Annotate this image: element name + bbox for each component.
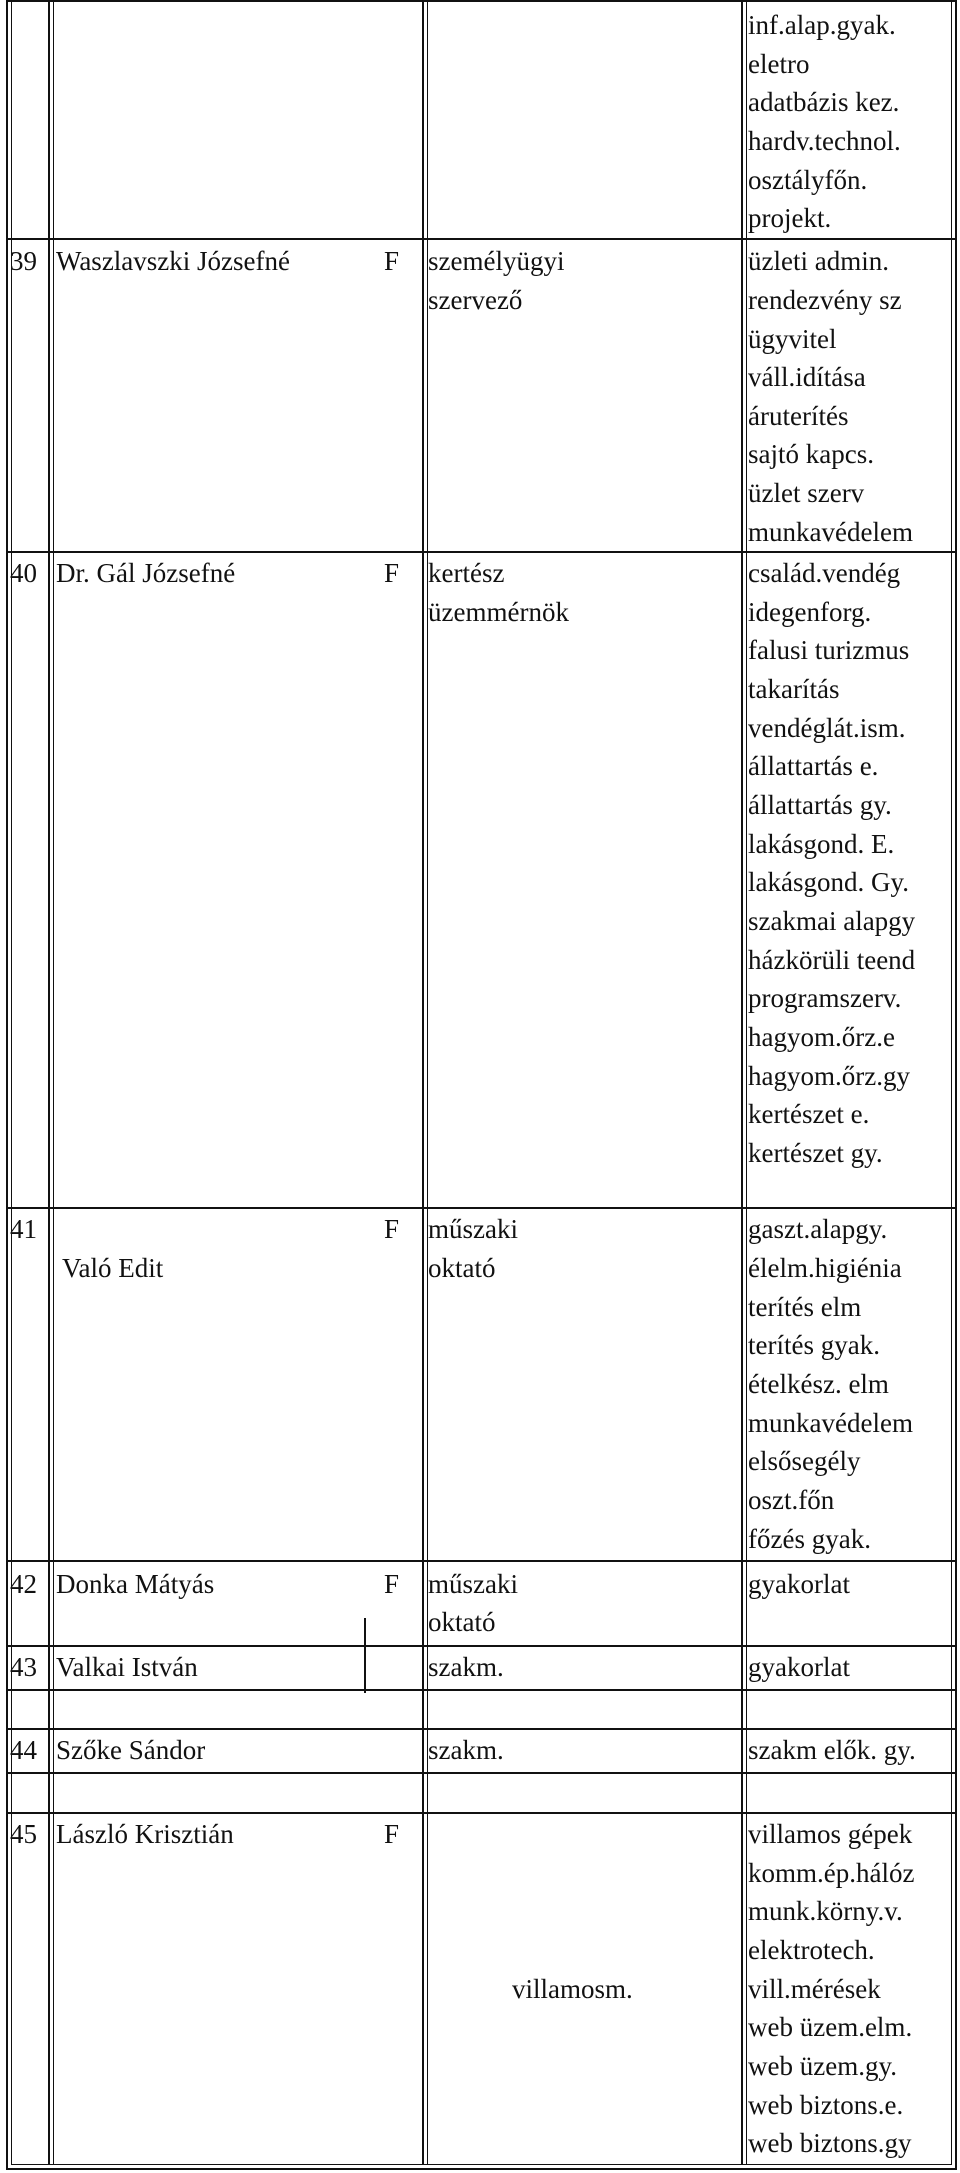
subject-cell: gyakorlat: [748, 1569, 850, 1599]
col-rule-gender: [422, 0, 424, 2165]
qualification-cell: személyügyi: [428, 246, 565, 276]
subject-cell: váll.idítása: [748, 362, 866, 392]
col-rule-name: [364, 1618, 366, 1693]
subject-cell: terítés gyak.: [748, 1330, 880, 1360]
row-rule-43: [6, 1645, 957, 1647]
subject-cell: hagyom.őrz.e: [748, 1022, 895, 1052]
subject-cell: gaszt.alapgy.: [748, 1214, 888, 1244]
subject-cell: projekt.: [748, 203, 832, 233]
subject-cell: oszt.főn: [748, 1485, 835, 1515]
gender-cell: F: [384, 246, 400, 276]
row-number: 44: [10, 1735, 37, 1765]
teacher-name: Waszlavszki Józsefné: [56, 246, 290, 276]
teacher-name: Dr. Gál Józsefné: [56, 558, 236, 588]
row-rule-43-sub: [6, 1689, 957, 1691]
gender-cell: F: [384, 1214, 400, 1244]
subject-cell: munkavédelem: [748, 517, 913, 547]
subject-cell: web üzem.elm.: [748, 2012, 913, 2042]
subject-cell: család.vendég: [748, 558, 901, 588]
col-rule-qual: [741, 0, 743, 2165]
subject-cell: falusi turizmus: [748, 635, 910, 665]
subject-cell: munkavédelem: [748, 1408, 913, 1438]
subject-cell: ételkész. elm: [748, 1369, 889, 1399]
qualification-cell: szakm.: [428, 1735, 504, 1765]
subject-cell: lakásgond. Gy.: [748, 867, 909, 897]
gender-cell: F: [384, 1819, 400, 1849]
row-rule-44-sub: [6, 1772, 957, 1774]
subject-cell: web biztons.e.: [748, 2090, 904, 2120]
subject-cell: szakmai alapgy: [748, 906, 916, 936]
subject-cell: lakásgond. E.: [748, 829, 895, 859]
col-rule-gender-inner: [427, 0, 428, 2165]
subject-cell: hagyom.őrz.gy: [748, 1061, 910, 1091]
subject-cell: elektrotech.: [748, 1935, 875, 1965]
qualification-cell: villamosm.: [512, 1974, 633, 2004]
subject-cell: élelm.higiénia: [748, 1253, 902, 1283]
subject-cell: web üzem.gy.: [748, 2051, 897, 2081]
subject-cell: vendéglát.ism.: [748, 713, 906, 743]
teacher-name: László Krisztián: [56, 1819, 234, 1849]
subject-cell: házkörüli teend: [748, 945, 916, 975]
subject-cell: főzés gyak.: [748, 1524, 871, 1554]
subject-cell: sajtó kapcs.: [748, 439, 874, 469]
qualification-cell: műszaki: [428, 1569, 518, 1599]
row-number: 41: [10, 1214, 37, 1244]
subject-cell: idegenforg.: [748, 597, 872, 627]
qualification-cell: szakm.: [428, 1652, 504, 1682]
subject-cell: takarítás: [748, 674, 840, 704]
subject-cell: munk.körny.v.: [748, 1896, 903, 1926]
subject-cell: programszerv.: [748, 983, 902, 1013]
row-rule-39: [6, 238, 957, 240]
row-number: 39: [10, 246, 37, 276]
row-rule-44: [6, 1728, 957, 1730]
subject-cell: szakm elők. gy.: [748, 1735, 916, 1765]
qualification-cell: oktató: [428, 1607, 496, 1637]
subject-cell: üzlet szerv: [748, 478, 865, 508]
row-number: 40: [10, 558, 37, 588]
teacher-name: Valkai István: [56, 1652, 198, 1682]
subject-cell: áruterítés: [748, 401, 849, 431]
subject-cell: terítés elm: [748, 1292, 862, 1322]
qualification-cell: üzemmérnök: [428, 597, 569, 627]
gender-cell: F: [384, 1569, 400, 1599]
teacher-name: Donka Mátyás: [56, 1569, 215, 1599]
qualification-cell: oktató: [428, 1253, 496, 1283]
subject-cell: osztályfőn.: [748, 165, 868, 195]
row-number: 45: [10, 1819, 37, 1849]
subject-cell: rendezvény sz: [748, 285, 902, 315]
row-number: 42: [10, 1569, 37, 1599]
subject-cell: web biztons.gy: [748, 2128, 912, 2158]
teacher-name: Való Edit: [62, 1253, 164, 1283]
row-number: 43: [10, 1652, 37, 1682]
row-rule-45: [6, 1812, 957, 1814]
subject-cell: gyakorlat: [748, 1652, 850, 1682]
subject-cell: kertészet e.: [748, 1099, 870, 1129]
col-rule-num-inner: [53, 0, 54, 2165]
subject-cell: inf.alap.gyak.: [748, 10, 896, 40]
row-rule-42: [6, 1560, 957, 1562]
subject-cell: elsősegély: [748, 1446, 861, 1476]
row-rule-41: [6, 1207, 957, 1209]
subject-cell: eletro: [748, 49, 810, 79]
subject-cell: adatbázis kez.: [748, 87, 900, 117]
subject-cell: ügyvitel: [748, 324, 837, 354]
subject-cell: állattartás e.: [748, 751, 879, 781]
subject-cell: vill.mérések: [748, 1974, 881, 2004]
qualification-cell: kertész: [428, 558, 505, 588]
gender-cell: F: [384, 558, 400, 588]
qualification-cell: műszaki: [428, 1214, 518, 1244]
subject-cell: komm.ép.hálóz: [748, 1858, 915, 1888]
col-rule-qual-inner: [746, 0, 747, 2165]
subject-cell: kertészet gy.: [748, 1138, 883, 1168]
subject-cell: üzleti admin.: [748, 246, 889, 276]
subject-cell: hardv.technol.: [748, 126, 901, 156]
qualification-cell: szervező: [428, 285, 523, 315]
teacher-name: Szőke Sándor: [56, 1735, 206, 1765]
subject-cell: állattartás gy.: [748, 790, 892, 820]
subject-cell: villamos gépek: [748, 1819, 913, 1849]
